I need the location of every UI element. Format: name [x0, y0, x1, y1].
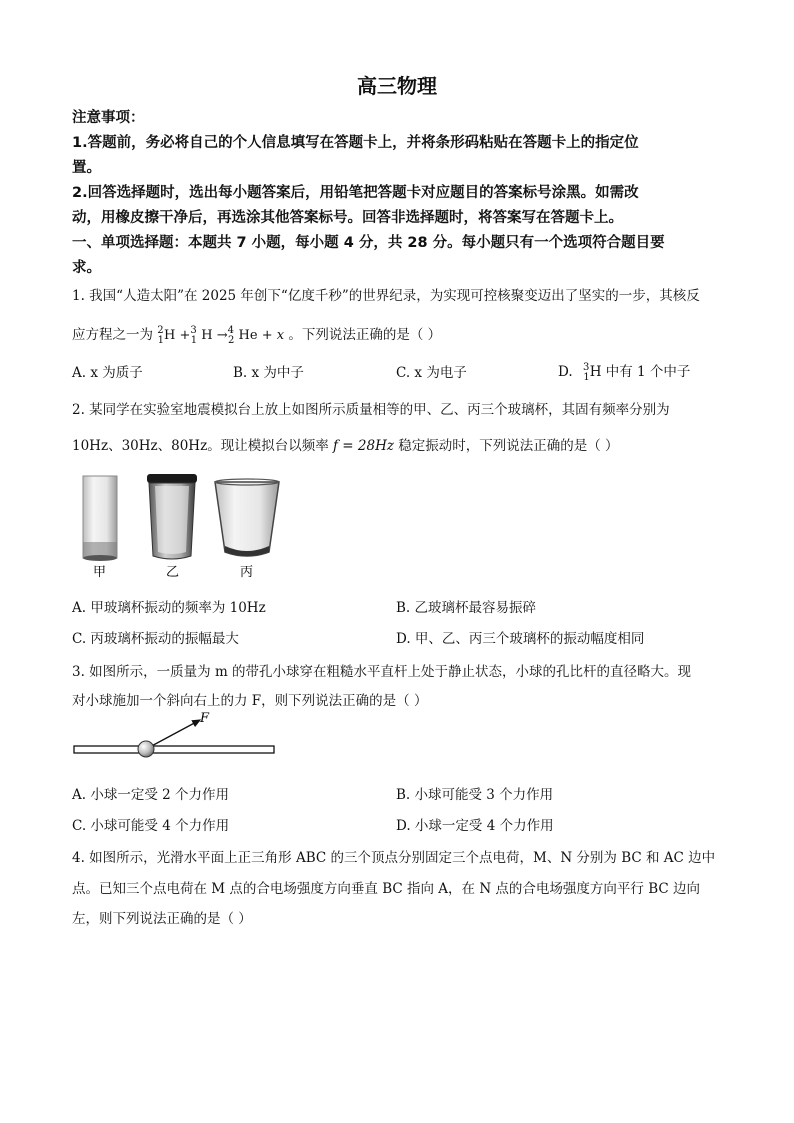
q3-option-a[interactable]: A. 小球一定受 2 个力作用 [72, 787, 230, 803]
q2-line2-suffix: 稳定振动时，下列说法正确的是（ ） [398, 438, 619, 454]
q3-line2: 对小球施加一个斜向右上的力 F，则下列说法正确的是（ ） [72, 693, 428, 709]
q2-option-c[interactable]: C. 丙玻璃杯振动的振幅最大 [72, 631, 239, 647]
notice-item1-line2: 置。 [72, 160, 101, 176]
q1-fusion-equation: $^2_1$H +$^3_1$ H →$^4_2$ He + x [157, 325, 285, 346]
q4-line1: 4. 如图所示，光滑水平面上正三角形 ABC 的三个顶点分别固定三个点电荷，M、N 分别为 BC 和 AC 边中 [72, 850, 716, 866]
notice-item1-line1: 1.答题前，务必将自己的个人信息填写在答题卡上，并将条形码粘贴在答题卡上的指定位 [72, 135, 639, 151]
q2-line2-prefix: 10Hz、30Hz、80Hz。现让模拟台以频率 [72, 438, 329, 454]
q3-option-d[interactable]: D. 小球一定受 4 个力作用 [396, 818, 554, 834]
q1-line2 [72, 323, 441, 346]
q1-option-a[interactable]: A. x 为质子 [72, 365, 143, 381]
q4-line3: 左，则下列说法正确的是（ ） [72, 911, 252, 927]
q3-option-b[interactable]: B. 小球可能受 3 个力作用 [396, 787, 554, 803]
q1-option-d[interactable] [558, 360, 690, 383]
q2-option-d[interactable]: D. 甲、乙、丙三个玻璃杯的振动幅度相同 [396, 631, 645, 647]
q1-option-c[interactable]: C. x 为电子 [396, 365, 467, 381]
q1-line1: 1. 我国“人造太阳”在 2025 年创下“亿度千秒”的世界纪录，为实现可控核聚变迈出了坚实的一步，其核反 [72, 288, 700, 304]
ball-icon [138, 741, 154, 757]
q1-option-d-nuclide: $^3_1$H [582, 362, 602, 383]
notice-heading: 注意事项： [72, 110, 145, 126]
q1-line2-prefix: 应方程之一为 [72, 327, 153, 343]
glasses-figure [75, 472, 295, 582]
glass-yi-icon [147, 474, 197, 559]
q3-option-c[interactable]: C. 小球可能受 4 个力作用 [72, 818, 230, 834]
force-label: F [200, 712, 210, 726]
q2-option-a[interactable]: A. 甲玻璃杯振动的频率为 10Hz [72, 600, 266, 616]
rod-ball-figure [72, 712, 292, 768]
q1-option-d-suffix: 中有 1 个中子 [605, 364, 691, 380]
glass-jia-icon [83, 476, 117, 561]
q2-line1: 2. 某同学在实验室地震模拟台上放上如图所示质量相等的甲、乙、丙三个玻璃杯，其固有频率分别为 [72, 402, 670, 418]
horizontal-rod [74, 746, 274, 753]
glass-label-jia: 甲 [93, 565, 107, 580]
q2-frequency-formula: f = 28Hz [333, 438, 394, 454]
force-arrow-icon [146, 720, 200, 749]
q1-option-d-prefix: D. [558, 364, 573, 380]
q1-line2-suffix: 。下列说法正确的是（ ） [288, 327, 442, 343]
glass-label-bing: 丙 [240, 565, 254, 580]
notice-item2-line2: 动，用橡皮擦干净后，再选涂其他答案标号。回答非选择题时，将答案写在答题卡上。 [72, 210, 623, 226]
q1-option-b[interactable]: B. x 为中子 [233, 365, 304, 381]
page-title: 高三物理 [357, 74, 437, 98]
q2-option-b[interactable]: B. 乙玻璃杯最容易振碎 [396, 600, 537, 616]
glass-bing-icon [215, 479, 279, 556]
q2-line2 [72, 434, 619, 454]
q4-line2: 点。已知三个点电荷在 M 点的合电场强度方向垂直 BC 指向 A，在 N 点的合电场强度方向平行 BC 边向 [72, 881, 701, 897]
section-heading-line1: 一、单项选择题：本题共 7 小题，每小题 4 分，共 28 分。每小题只有一个选项符合题目要 [72, 235, 665, 251]
notice-item2-line1: 2.回答选择题时，选出每小题答案后，用铅笔把答题卡对应题目的答案标号涂黑。如需改 [72, 185, 639, 201]
glass-label-yi: 乙 [166, 565, 180, 580]
q3-line1: 3. 如图所示，一质量为 m 的带孔小球穿在粗糙水平直杆上处于静止状态，小球的孔比杆的直径略大。现 [72, 664, 692, 680]
section-heading-line2: 求。 [72, 260, 101, 276]
